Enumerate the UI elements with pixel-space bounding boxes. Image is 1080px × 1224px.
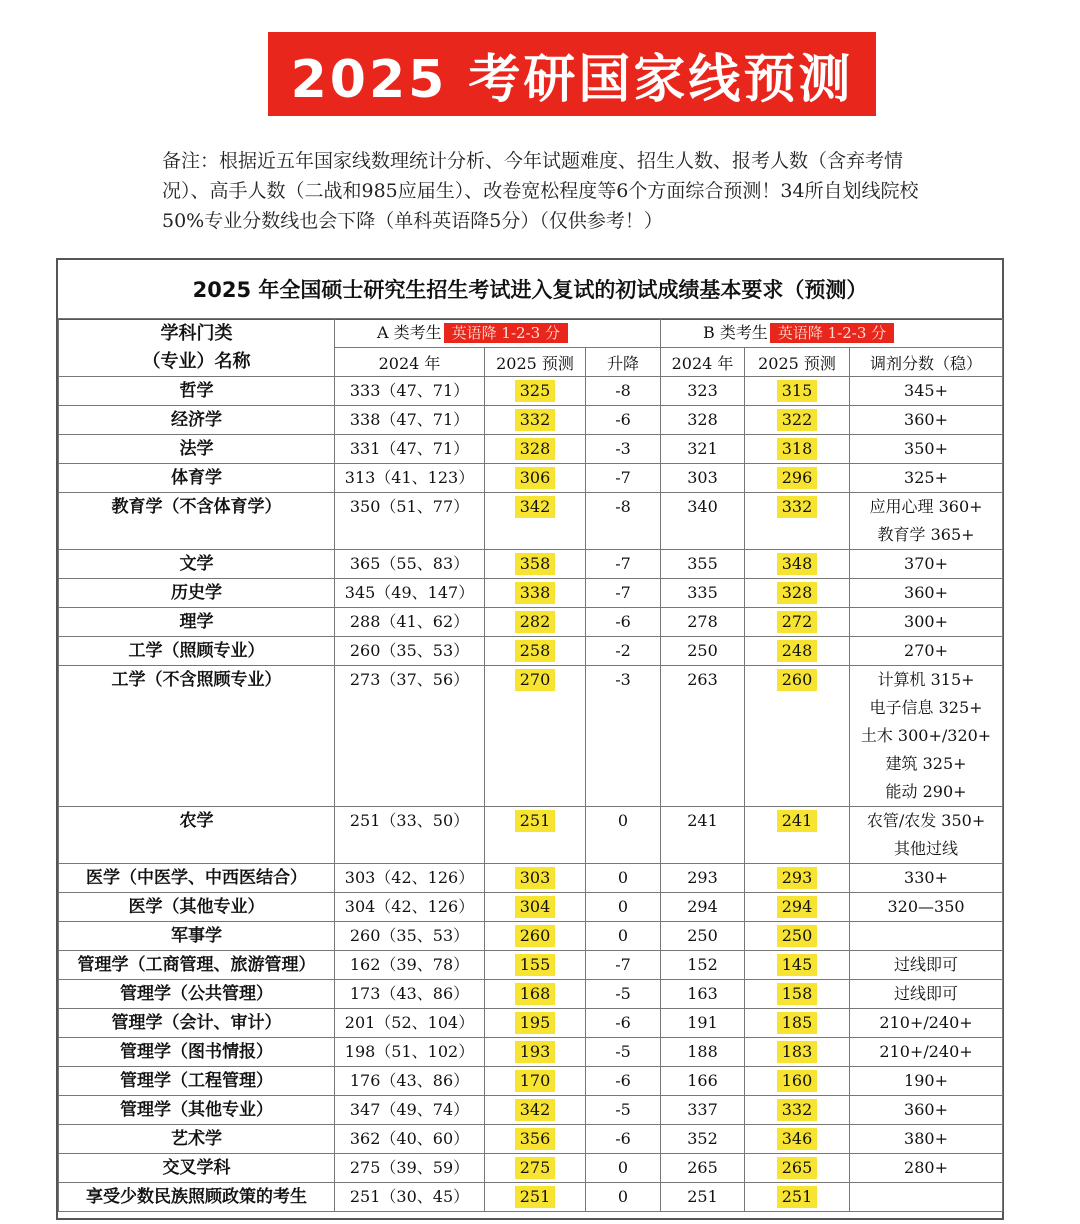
change-cell: -8 — [586, 377, 661, 406]
a-2024-cell: 303（42、126） — [335, 864, 485, 893]
change-cell: 0 — [586, 1154, 661, 1183]
b-2024-cell: 328 — [661, 406, 745, 435]
b-2024-cell: 321 — [661, 435, 745, 464]
adjust-cell — [850, 980, 1003, 1009]
adjust-line: 350+ — [904, 439, 948, 458]
b-2024-cell: 251 — [661, 1183, 745, 1212]
col-adjust: 调剂分数（稳） — [850, 348, 1003, 377]
adjust-cell — [850, 951, 1003, 980]
row-name: 理学 — [59, 608, 335, 637]
a-2025-cell — [485, 1067, 586, 1096]
adjust-cell — [850, 637, 1003, 666]
b-2024-cell: 337 — [661, 1096, 745, 1125]
title-banner — [268, 32, 876, 116]
adjust-line: 能动 290+ — [885, 782, 967, 801]
change-cell: -6 — [586, 608, 661, 637]
change-cell: -3 — [586, 435, 661, 464]
highlighted-score: 328 — [777, 582, 818, 604]
table-row — [59, 666, 1003, 807]
row-name: 管理学（公共管理） — [59, 980, 335, 1009]
a-2025-cell — [485, 1009, 586, 1038]
category-header — [59, 319, 335, 377]
table-row — [59, 406, 1003, 435]
a-2024-cell: 333（47、71） — [335, 377, 485, 406]
change-cell: 0 — [586, 922, 661, 951]
row-name: 教育学（不含体育学） — [59, 493, 335, 550]
adjust-cell — [850, 1096, 1003, 1125]
b-2025-cell — [745, 464, 850, 493]
change-cell: -7 — [586, 579, 661, 608]
group-b-tag: 英语降 1-2-3 分 — [770, 323, 894, 343]
change-cell: -6 — [586, 1067, 661, 1096]
highlighted-score: 248 — [777, 640, 818, 662]
adjust-line: 土木 300+/320+ — [860, 726, 992, 745]
highlighted-score: 303 — [515, 867, 556, 889]
row-name: 医学（中医学、中西医结合） — [59, 864, 335, 893]
b-2025-cell — [745, 1038, 850, 1067]
a-2025-cell — [485, 951, 586, 980]
b-2025-cell — [745, 666, 850, 807]
group-b-label: B 类考生 — [703, 323, 768, 342]
a-2025-cell — [485, 1125, 586, 1154]
row-name: 哲学 — [59, 377, 335, 406]
table-row — [59, 807, 1003, 864]
change-cell: -6 — [586, 1125, 661, 1154]
adjust-cell — [850, 608, 1003, 637]
a-2025-cell — [485, 464, 586, 493]
a-2024-cell: 173（43、86） — [335, 980, 485, 1009]
row-name: 管理学（工程管理） — [59, 1067, 335, 1096]
highlighted-score: 296 — [777, 467, 818, 489]
b-2025-cell — [745, 1183, 850, 1212]
a-2024-cell: 275（39、59） — [335, 1154, 485, 1183]
b-2025-cell — [745, 980, 850, 1009]
b-2025-cell — [745, 1009, 850, 1038]
col-b-2024: 2024 年 — [661, 348, 745, 377]
highlighted-score: 358 — [515, 553, 556, 575]
highlighted-score: 332 — [777, 1099, 818, 1121]
a-2024-cell: 362（40、60） — [335, 1125, 485, 1154]
highlighted-score: 260 — [515, 925, 556, 947]
table-row — [59, 951, 1003, 980]
change-cell: 0 — [586, 807, 661, 864]
row-name: 享受少数民族照顾政策的考生 — [59, 1183, 335, 1212]
b-2025-cell — [745, 1125, 850, 1154]
table-row — [59, 893, 1003, 922]
b-2024-cell: 191 — [661, 1009, 745, 1038]
table-row — [59, 1009, 1003, 1038]
row-name: 管理学（其他专业） — [59, 1096, 335, 1125]
table-row — [59, 1154, 1003, 1183]
adjust-cell — [850, 666, 1003, 807]
adjust-cell — [850, 1154, 1003, 1183]
row-name: 管理学（工商管理、旅游管理） — [59, 951, 335, 980]
highlighted-score: 282 — [515, 611, 556, 633]
highlighted-score: 332 — [515, 409, 556, 431]
row-name: 文学 — [59, 550, 335, 579]
row-name: 经济学 — [59, 406, 335, 435]
a-2024-cell: 251（33、50） — [335, 807, 485, 864]
b-2025-cell — [745, 1154, 850, 1183]
adjust-line: 教育学 365+ — [877, 525, 975, 544]
a-2025-cell — [485, 1096, 586, 1125]
change-cell: -2 — [586, 637, 661, 666]
highlighted-score: 328 — [515, 438, 556, 460]
b-2025-cell — [745, 922, 850, 951]
adjust-line: 电子信息 325+ — [869, 698, 983, 717]
adjust-line: 370+ — [904, 554, 948, 573]
change-cell: -7 — [586, 550, 661, 579]
category-header-line2: （专业）名称 — [142, 350, 251, 372]
b-2024-cell: 188 — [661, 1038, 745, 1067]
a-2024-cell: 345（49、147） — [335, 579, 485, 608]
col-a-2025: 2025 预测 — [485, 348, 586, 377]
change-cell: -8 — [586, 493, 661, 550]
row-name: 农学 — [59, 807, 335, 864]
a-2024-cell: 350（51、77） — [335, 493, 485, 550]
adjust-line: 360+ — [904, 1100, 948, 1119]
b-2024-cell: 293 — [661, 864, 745, 893]
b-2024-cell: 303 — [661, 464, 745, 493]
highlighted-score: 294 — [777, 896, 818, 918]
change-cell: -7 — [586, 464, 661, 493]
a-2025-cell — [485, 579, 586, 608]
b-2024-cell: 340 — [661, 493, 745, 550]
table-row — [59, 493, 1003, 550]
group-b-header — [661, 319, 1003, 348]
a-2025-cell — [485, 864, 586, 893]
a-2025-cell — [485, 377, 586, 406]
table-row — [59, 1125, 1003, 1154]
adjust-line: 270+ — [904, 641, 948, 660]
adjust-line: 建筑 325+ — [885, 754, 967, 773]
adjust-line: 325+ — [904, 468, 948, 487]
score-table-sheet — [56, 258, 1004, 1220]
adjust-line: 280+ — [904, 1158, 948, 1177]
change-cell: -5 — [586, 1096, 661, 1125]
change-cell: -6 — [586, 1009, 661, 1038]
score-table — [58, 318, 1003, 1212]
highlighted-score: 356 — [515, 1128, 556, 1150]
col-a-2024: 2024 年 — [335, 348, 485, 377]
highlighted-score: 275 — [515, 1157, 556, 1179]
highlighted-score: 265 — [777, 1157, 818, 1179]
group-a-header — [335, 319, 661, 348]
b-2025-cell — [745, 637, 850, 666]
highlighted-score: 338 — [515, 582, 556, 604]
b-2025-cell — [745, 951, 850, 980]
adjust-line: 190+ — [904, 1071, 948, 1090]
col-b-2025: 2025 预测 — [745, 348, 850, 377]
highlighted-score: 183 — [777, 1041, 818, 1063]
b-2024-cell: 250 — [661, 637, 745, 666]
table-row — [59, 1038, 1003, 1067]
adjust-cell — [850, 1009, 1003, 1038]
table-row — [59, 980, 1003, 1009]
highlighted-score: 306 — [515, 467, 556, 489]
row-name: 法学 — [59, 435, 335, 464]
table-row — [59, 637, 1003, 666]
a-2025-cell — [485, 637, 586, 666]
a-2025-cell — [485, 1183, 586, 1212]
highlighted-score: 251 — [515, 810, 556, 832]
highlighted-score: 160 — [777, 1070, 818, 1092]
a-2025-cell — [485, 493, 586, 550]
highlighted-score: 293 — [777, 867, 818, 889]
highlighted-score: 304 — [515, 896, 556, 918]
highlighted-score: 318 — [777, 438, 818, 460]
adjust-cell — [850, 893, 1003, 922]
b-2025-cell — [745, 893, 850, 922]
change-cell: -5 — [586, 980, 661, 1009]
a-2024-cell: 201（52、104） — [335, 1009, 485, 1038]
a-2025-cell — [485, 1038, 586, 1067]
highlighted-score: 270 — [515, 669, 556, 691]
row-name: 医学（其他专业） — [59, 893, 335, 922]
highlighted-score: 325 — [515, 380, 556, 402]
table-row — [59, 1183, 1003, 1212]
a-2025-cell — [485, 1154, 586, 1183]
table-row — [59, 922, 1003, 951]
adjust-line: 320—350 — [887, 897, 965, 916]
highlighted-score: 195 — [515, 1012, 556, 1034]
a-2025-cell — [485, 550, 586, 579]
a-2024-cell: 260（35、53） — [335, 922, 485, 951]
highlighted-score: 185 — [777, 1012, 818, 1034]
table-row — [59, 1067, 1003, 1096]
highlighted-score: 145 — [777, 954, 818, 976]
adjust-line: 210+/240+ — [879, 1042, 973, 1061]
adjust-cell — [850, 1067, 1003, 1096]
row-name: 历史学 — [59, 579, 335, 608]
a-2024-cell: 331（47、71） — [335, 435, 485, 464]
b-2024-cell: 352 — [661, 1125, 745, 1154]
a-2024-cell: 198（51、102） — [335, 1038, 485, 1067]
adjust-cell — [850, 406, 1003, 435]
a-2024-cell: 176（43、86） — [335, 1067, 485, 1096]
adjust-cell — [850, 464, 1003, 493]
b-2025-cell — [745, 807, 850, 864]
a-2025-cell — [485, 608, 586, 637]
a-2024-cell: 304（42、126） — [335, 893, 485, 922]
adjust-line: 其他过线 — [894, 839, 959, 858]
category-header-line1: 学科门类 — [160, 322, 233, 344]
change-cell: 0 — [586, 864, 661, 893]
highlighted-score: 342 — [515, 1099, 556, 1121]
highlighted-score: 332 — [777, 496, 818, 518]
page-title: 2025 考研国家线预测 — [290, 49, 854, 110]
highlighted-score: 251 — [515, 1186, 556, 1208]
highlighted-score: 315 — [777, 380, 818, 402]
change-cell: -6 — [586, 406, 661, 435]
highlighted-score: 155 — [515, 954, 556, 976]
adjust-line: 330+ — [904, 868, 948, 887]
group-a-label: A 类考生 — [377, 323, 442, 342]
adjust-line: 380+ — [904, 1129, 948, 1148]
a-2025-cell — [485, 980, 586, 1009]
highlighted-score: 272 — [777, 611, 818, 633]
a-2024-cell: 347（49、74） — [335, 1096, 485, 1125]
a-2025-cell — [485, 807, 586, 864]
b-2024-cell: 163 — [661, 980, 745, 1009]
a-2024-cell: 162（39、78） — [335, 951, 485, 980]
b-2024-cell: 241 — [661, 807, 745, 864]
highlighted-score: 322 — [777, 409, 818, 431]
group-a-tag: 英语降 1-2-3 分 — [444, 323, 568, 343]
b-2024-cell: 166 — [661, 1067, 745, 1096]
b-2024-cell: 278 — [661, 608, 745, 637]
b-2025-cell — [745, 435, 850, 464]
table-row — [59, 550, 1003, 579]
table-row — [59, 608, 1003, 637]
highlighted-score: 168 — [515, 983, 556, 1005]
adjust-line: 360+ — [904, 583, 948, 602]
b-2025-cell — [745, 608, 850, 637]
adjust-line: 300+ — [904, 612, 948, 631]
b-2025-cell — [745, 579, 850, 608]
row-name: 管理学（图书情报） — [59, 1038, 335, 1067]
adjust-line: 360+ — [904, 410, 948, 429]
row-name: 管理学（会计、审计） — [59, 1009, 335, 1038]
highlighted-score: 170 — [515, 1070, 556, 1092]
highlighted-score: 346 — [777, 1128, 818, 1150]
b-2025-cell — [745, 1096, 850, 1125]
b-2025-cell — [745, 493, 850, 550]
note-paragraph: 备注：根据近五年国家线数理统计分析、今年试题难度、招生人数、报考人数（含弃考情况）、高手人数（二战和985应届生）、改卷宽松程度等6个方面综合预测！34所自划线院校50%专业分数线也会下降（单科英语降5分）（仅供参考！） — [162, 150, 919, 232]
b-2025-cell — [745, 406, 850, 435]
adjust-line: 345+ — [904, 381, 948, 400]
a-2024-cell: 365（55、83） — [335, 550, 485, 579]
adjust-line: 计算机 315+ — [877, 670, 975, 689]
a-2024-cell: 273（37、56） — [335, 666, 485, 807]
table-row — [59, 464, 1003, 493]
col-change: 升降 — [586, 348, 661, 377]
a-2025-cell — [485, 922, 586, 951]
table-row — [59, 579, 1003, 608]
adjust-line: 过线即可 — [894, 984, 959, 1003]
table-row — [59, 864, 1003, 893]
highlighted-score: 348 — [777, 553, 818, 575]
row-name: 军事学 — [59, 922, 335, 951]
a-2024-cell: 260（35、53） — [335, 637, 485, 666]
row-name: 工学（不含照顾专业） — [59, 666, 335, 807]
b-2024-cell: 323 — [661, 377, 745, 406]
a-2024-cell: 251（30、45） — [335, 1183, 485, 1212]
adjust-line: 过线即可 — [894, 955, 959, 974]
change-cell: -7 — [586, 951, 661, 980]
b-2025-cell — [745, 377, 850, 406]
a-2025-cell — [485, 666, 586, 807]
b-2024-cell: 263 — [661, 666, 745, 807]
adjust-line: 应用心理 360+ — [869, 497, 983, 516]
table-title: 2025 年全国硕士研究生招生考试进入复试的初试成绩基本要求（预测） — [58, 260, 1002, 320]
adjust-cell — [850, 550, 1003, 579]
adjust-cell — [850, 864, 1003, 893]
adjust-cell — [850, 377, 1003, 406]
row-name: 交叉学科 — [59, 1154, 335, 1183]
adjust-cell — [850, 1183, 1003, 1212]
highlighted-score: 250 — [777, 925, 818, 947]
highlighted-score: 158 — [777, 983, 818, 1005]
b-2025-cell — [745, 550, 850, 579]
adjust-cell — [850, 807, 1003, 864]
a-2024-cell: 288（41、62） — [335, 608, 485, 637]
adjust-cell — [850, 493, 1003, 550]
highlighted-score: 193 — [515, 1041, 556, 1063]
adjust-cell — [850, 579, 1003, 608]
b-2024-cell: 152 — [661, 951, 745, 980]
b-2025-cell — [745, 864, 850, 893]
change-cell: -5 — [586, 1038, 661, 1067]
a-2024-cell: 338（47、71） — [335, 406, 485, 435]
change-cell: -3 — [586, 666, 661, 807]
adjust-cell — [850, 922, 1003, 951]
row-name: 体育学 — [59, 464, 335, 493]
b-2024-cell: 355 — [661, 550, 745, 579]
a-2025-cell — [485, 435, 586, 464]
a-2025-cell — [485, 406, 586, 435]
b-2024-cell: 265 — [661, 1154, 745, 1183]
adjust-cell — [850, 435, 1003, 464]
b-2024-cell: 250 — [661, 922, 745, 951]
highlighted-score: 241 — [777, 810, 818, 832]
change-cell: 0 — [586, 893, 661, 922]
b-2024-cell: 294 — [661, 893, 745, 922]
table-row — [59, 1096, 1003, 1125]
adjust-line: 农管/农发 350+ — [866, 811, 986, 830]
change-cell: 0 — [586, 1183, 661, 1212]
highlighted-score: 258 — [515, 640, 556, 662]
a-2025-cell — [485, 893, 586, 922]
b-2024-cell: 335 — [661, 579, 745, 608]
row-name: 工学（照顾专业） — [59, 637, 335, 666]
adjust-cell — [850, 1125, 1003, 1154]
b-2025-cell — [745, 1067, 850, 1096]
highlighted-score: 260 — [777, 669, 818, 691]
highlighted-score: 251 — [777, 1186, 818, 1208]
table-row — [59, 377, 1003, 406]
highlighted-score: 342 — [515, 496, 556, 518]
table-body — [59, 377, 1003, 1212]
row-name: 艺术学 — [59, 1125, 335, 1154]
table-row — [59, 435, 1003, 464]
adjust-cell — [850, 1038, 1003, 1067]
adjust-line: 210+/240+ — [879, 1013, 973, 1032]
a-2024-cell: 313（41、123） — [335, 464, 485, 493]
